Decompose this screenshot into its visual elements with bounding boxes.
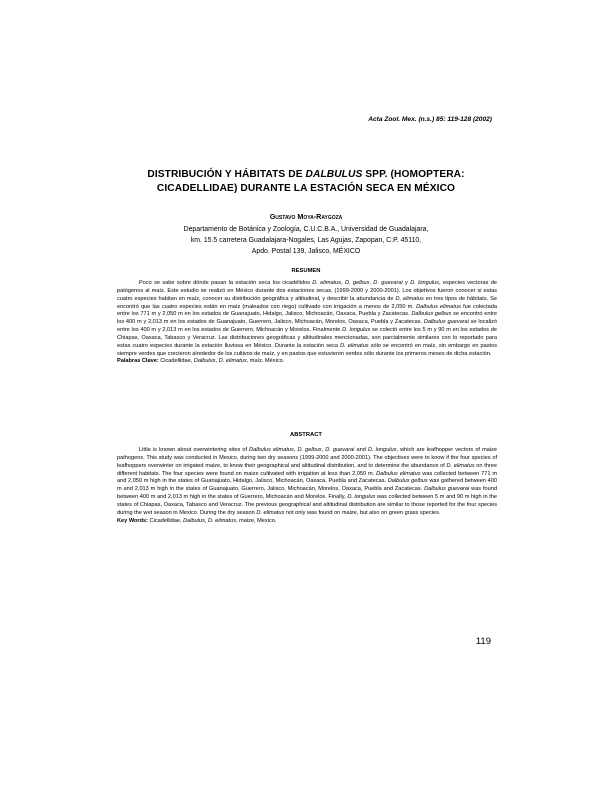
journal-citation <box>368 116 492 123</box>
journal-name: Acta Zool. Mex. <box>368 116 417 123</box>
resumen-keywords: Palabras Clave: Cicadellidae, Dalbulus, D. elimatus, maíz, México. <box>117 358 285 365</box>
author-name: Gustavo Moya-Raygoza <box>269 212 343 221</box>
abstract-keywords: Key Words: Cicadellidae, Dalbulus, D. elimatus, maize, Mexico. <box>117 517 277 524</box>
title-genus: DALBULUS <box>305 169 363 180</box>
paper-title: DISTRIBUCIÓN Y HÁBITATS DE DALBULUS SPP. (HOMOPTERA: CICADELLIDAE) DURANTE LA ESTACIÓN SECA EN MÉXICO <box>147 169 465 194</box>
author-affiliation: Departamento de Botánica y Zoología, C.U.C.B.A., Universidad de Guadalajara, km. 15.5 carretera Guadalajara-Nogales, Las Agujas, Zapopan, C.P. 45110, Apdo. Postal 139, Jalisco, MÉXICO <box>183 226 429 255</box>
page-number: 119 <box>475 636 491 647</box>
abstract-section <box>117 447 497 525</box>
resumen-paragraph: Poco se sabe sobre dónde pasan la estación seca los cicadélidos D. elimatus, D. gelbus, D. guevarai y D. longulus, especies vectoras de patógenos al maíz. Este estudio se realizó en México durante dos estaciones secas, (1999-2000 y 2000-2001). Los objetivos fueron conocer si estas cuatro especies habitan en maíz, conocer su distribución geográfica y altitudinal, y describir la abundancia de D. elimatus en tres tipos de hábitats. Se encontró que las cuatro especies están en maíz (maleados con riego) cultivado con irrigación a menos de 2,050 m. Dalbulus elimatus fue colectada entre los 771 m y 2,050 m en los estados de Guanajuato, Hidalgo, Jalisco, Michoacán, Oaxaca, Puebla y Zacatecas. Dalbulus gelbus se encontró entre los 400 m y 2,013 m en los estados de Guanajuato, Guerrero, Jalisco, Michoacán, Morelos, Oaxaca, Puebla y Zacatecas. Dalbulus guevarai se localizó entre los 400 m y 2,013 m en los estados de Guerrero, Michoacán y Morelos. Finalmente D. longulus se colectó entre los 5 m y 90 m en los estados de Chiapas, Oaxaca, Tabasco y Veracruz. Las distribuciones geográficas y altitudinales mencionadas, son parcialmente similares con lo reportado para estas cuatro especies durante la estación lluviosa en México. Durante la estación seca D. elimatus sólo se encontró en maíz, sin embargo en pastos siempre verdes que crecieron alrededor de los cultivos de maíz, y en pastos que estuvieron verdes sólo durante los primeros meses de dicha estación. <box>117 280 498 357</box>
journal-series: (n.s.) 85: 119-128 (2002) <box>418 116 492 123</box>
abstract-paragraph: Little is known about overwintering sites of Dalbulus elimatus, D. gelbus, D. guevarai and D. longulus, which are leafhopper vectors of maize pathogens. This study was conducted in Mexico, during two dry seasons (1999-2000 and 2000-2001). The objectives were to know if the four species of leafhoppers overwinter on irrigated maize, to know their geographical and altitudinal distribution, and to determine the abundance of D. elimatus on three different habitats. The four species were found on maize cultivated with irrigation at less than 2,050 m. Dalbulus elimatus was collected between 771 m and 2,050 m high in the states of Guanajuato, Hidalgo, Jalisco, Michoacán, Oaxaca, Puebla and Zacatecas. Dalbulus gelbus was gathered between 400 m and 2,013 m high in the states of Guanajuato, Guerrero, Jalisco, Michoacán, Morelos, Oaxaca, Puebla and Zacatecas. Dalbulus guevarai was found between 400 m and 2,013 m high in the states of Guerrero, Michoacán and Morelos. Finally, D. longulus was collected between 5 m and 90 m high in the states of Chiapas, Oaxaca, Tabasco and Veracruz. The previous geographical and altitudinal distribution are similar to those reported for the four species during the wet season in Mexico. During the dry season D. elimatus not only was found on maize, but also on green grass species. <box>117 447 498 516</box>
abstract-heading: ABSTRACT <box>290 432 322 438</box>
resumen-heading: RESUMEN <box>291 268 321 274</box>
resumen-section <box>117 280 497 366</box>
